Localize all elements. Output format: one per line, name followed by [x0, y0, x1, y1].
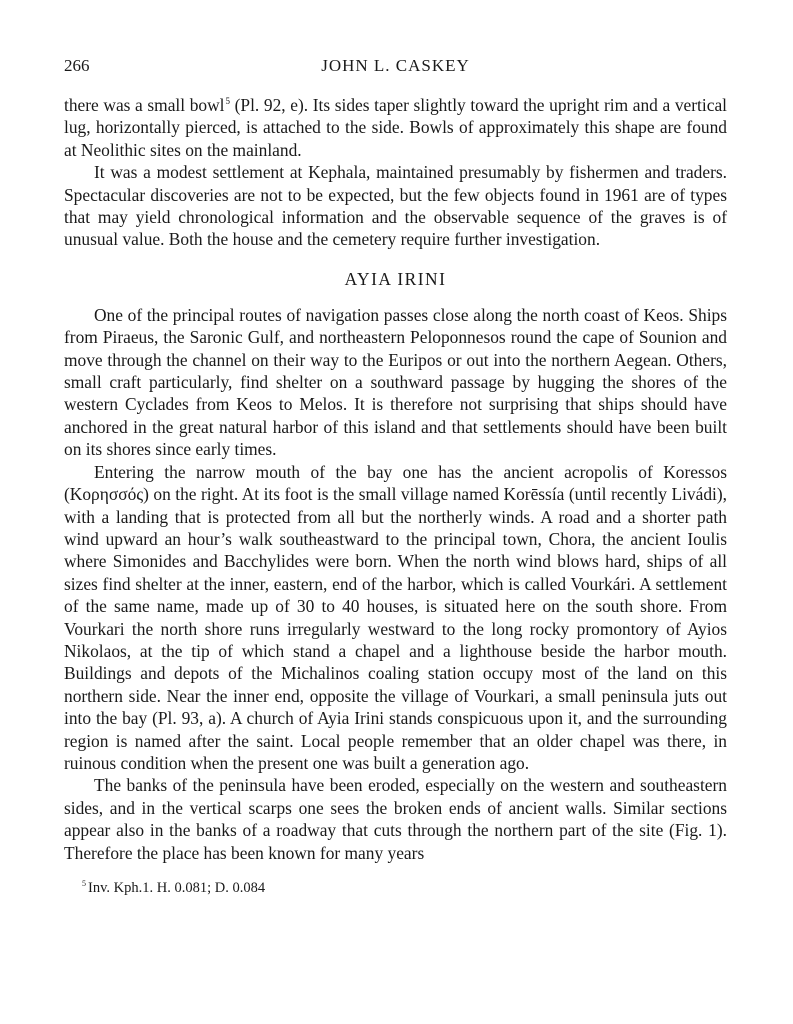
paragraph-kephala-settlement: It was a modest settlement at Kephala, maintained presumably by fishermen and traders. Spectacular discoveries are not to be expected, but the few objects found in 1961 are of types that may yield chronological information and the observable sequence of the graves is of unusual value. Both the house and the cemetery require further investigation.	[64, 162, 727, 250]
footnote-marker: 5	[82, 879, 86, 888]
paragraph-harbor-description: Entering the narrow mouth of the bay one has the ancient acropolis of Koressos (Κορησσός) on the right. At its foot is the small village named Korēssía (until recently Livádi), with a landing that is protected from all but the northerly winds. A road and a shorter path wind upward an hour’s walk southeastward to the principal town, Chora, the ancient Ioulis where Simonides and Bacchylides were born. When the north wind blows hard, ships of all sizes find shelter at the inner, eastern, end of the harbor, which is called Vourkári. A settlement of the same name, made up of 30 to 40 houses, is situated here on the south shore. From Vourkari the north shore runs irregularly westward to the long rocky promontory of Ayios Nikolaos, at the tip of which stand a chapel and a lighthouse beside the harbor mouth. Buildings and depots of the Michalinos coaling station occupy most of the land on this northern side. Near the inner end, opposite the village of Vourkari, a small peninsula juts out into the bay (Pl. 93, a). A church of Ayia Irini stands conspicuous upon it, and the surrounding region is named after the saint. Local people remember that an older chapel was there, in ruinous condition when the present one was built a generation ago.	[64, 461, 727, 773]
paragraph-text: there was a small bowl	[64, 95, 225, 115]
footnote-reference: 5	[225, 96, 230, 106]
paragraph-navigation-routes: One of the principal routes of navigation passes close along the north coast of Keos. Ships from Piraeus, the Saronic Gulf, and northeastern Peloponnesos round the cape of Sounion and move through the channel on their way to the Euripos or out into the northern Aegean. Others, small craft particularly, find shelter on a southward passage by hugging the shores of the western Cyclades from Keos to Melos. It is therefore not surprising that ships should have anchored in the great natural harbor of this island and that settlements should have been built on its shores since early times.	[64, 304, 727, 460]
page	[64, 56, 727, 897]
paragraph-peninsula-banks: The banks of the peninsula have been eroded, especially on the western and southeastern sides, and in the vertical scarps one sees the broken ends of ancient walls. Similar sections appear also in the banks of a roadway that cuts through the northern part of the site (Fig. 1). Therefore the place has been known for many years	[64, 775, 727, 863]
paragraph-text: (Pl. 92, e). Its sides taper slightly toward the upright rim and a vertical lug, horizontally pierced, is attached to the side. Bowls of approximately this shape are found at Neolithic sites on the mainland.	[64, 95, 727, 160]
footnote-text: Inv. Kph.1. H. 0.081; D. 0.084	[88, 880, 266, 896]
running-head: JOHN L. CASKEY	[321, 56, 470, 75]
footnote	[82, 880, 727, 897]
body-text	[64, 94, 727, 864]
paragraph-bowl-continued	[64, 94, 727, 161]
page-number: 266	[64, 56, 90, 75]
section-heading: AYIA IRINI	[344, 268, 447, 289]
page-header	[64, 56, 727, 80]
